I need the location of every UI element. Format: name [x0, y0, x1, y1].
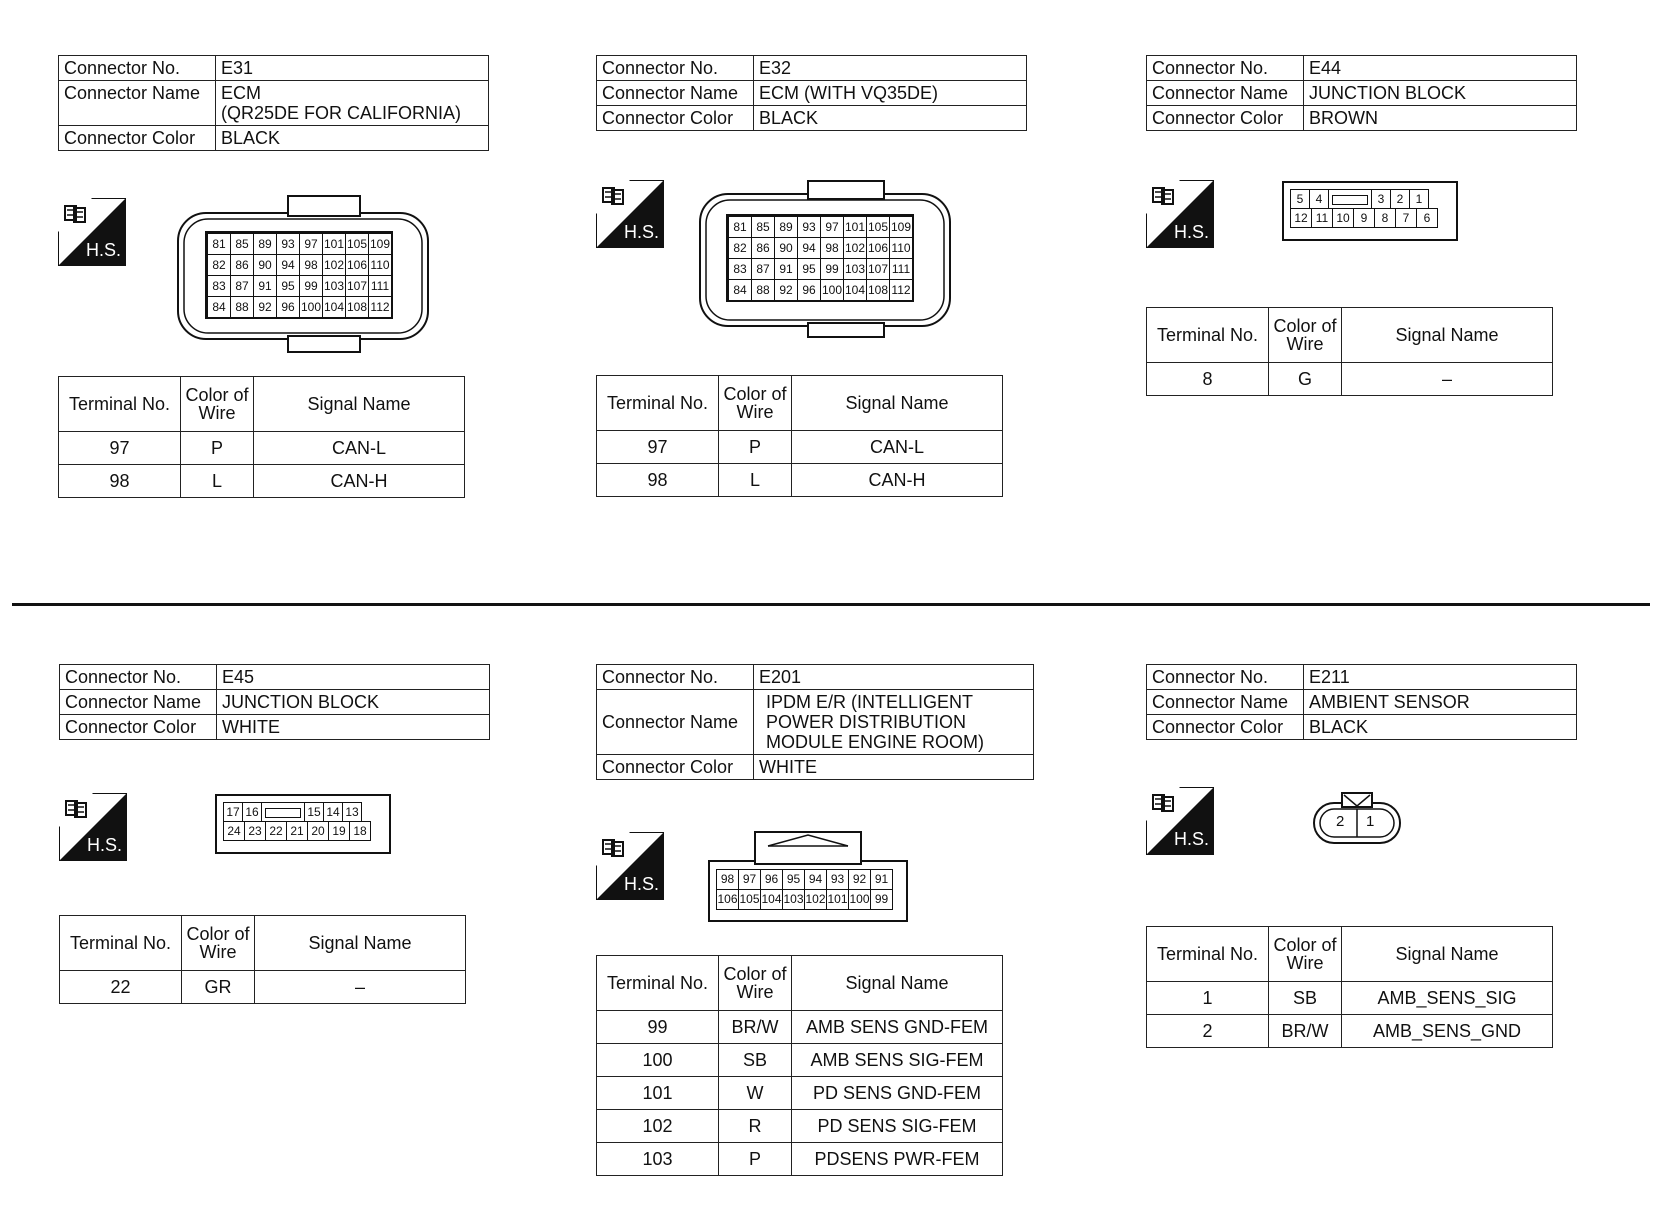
connector-no-label: Connector No.	[597, 665, 754, 690]
connector-name-line-2: POWER DISTRIBUTION	[766, 712, 967, 732]
e45-connector-face	[215, 794, 391, 854]
pin-cell: 99	[299, 275, 323, 297]
pin-cell: 100	[848, 889, 871, 910]
color-of-wire-header	[719, 376, 792, 431]
table-row	[597, 1110, 1003, 1143]
signal-name: AMB SENS SIG-FEM	[792, 1044, 1003, 1077]
terminal-no: 97	[59, 432, 181, 465]
terminal-no-header: Terminal No.	[597, 956, 719, 1011]
table-row	[59, 465, 465, 498]
e32-connector-face	[697, 178, 953, 338]
connector-e45	[59, 664, 490, 740]
pin-cell: 81	[728, 216, 752, 238]
e32-terminal-table	[596, 375, 1003, 497]
pin-cell: 106	[345, 254, 369, 276]
pin-cell: 84	[207, 296, 231, 318]
table-row	[59, 432, 465, 465]
connector-no-value: E44	[1304, 56, 1577, 81]
e45-info-table	[59, 664, 490, 740]
terminal-no-header: Terminal No.	[597, 376, 719, 431]
terminal-no: 98	[59, 465, 181, 498]
e45-terminal-table-wrap	[59, 915, 466, 1004]
harness-side-badge-e201	[596, 832, 664, 900]
connector-color-value: BLACK	[1304, 715, 1577, 740]
table-row	[597, 431, 1003, 464]
color-of-wire-line-2: Wire	[198, 403, 236, 423]
pin-row	[728, 216, 912, 237]
pin-row	[207, 275, 391, 296]
color-of-wire-line-2: Wire	[1286, 953, 1324, 973]
pin-row	[1290, 208, 1437, 227]
pin-row	[223, 821, 370, 840]
hs-label: H.S.	[624, 874, 660, 894]
signal-name: PD SENS SIG-FEM	[792, 1110, 1003, 1143]
pin-cell: 105	[866, 216, 890, 238]
signal-name-header: Signal Name	[1342, 927, 1553, 982]
pin-cell: 16	[242, 802, 262, 822]
e201-terminal-table-wrap	[596, 955, 1003, 1176]
lock-slot-icon	[265, 808, 301, 818]
terminal-no: 22	[60, 971, 182, 1004]
pin-cell: 21	[286, 821, 308, 841]
color-of-wire-line-2: Wire	[199, 942, 237, 962]
terminal-no: 97	[597, 431, 719, 464]
pin-cell: 93	[826, 869, 849, 890]
pin-cell: 100	[820, 279, 844, 301]
wire-color: P	[719, 1143, 792, 1176]
signal-name: PDSENS PWR-FEM	[792, 1143, 1003, 1176]
pin-cell: 103	[322, 275, 346, 297]
table-row	[1147, 982, 1553, 1015]
connector-no-value: E211	[1304, 665, 1577, 690]
pin-cell: 95	[782, 869, 805, 890]
table-row	[597, 1011, 1003, 1044]
connector-e211	[1146, 664, 1577, 740]
color-of-wire-header	[181, 377, 254, 432]
pin-1: 1	[1366, 813, 1375, 830]
pin-cell: 97	[738, 869, 761, 890]
color-of-wire-line-2: Wire	[1286, 334, 1324, 354]
connector-color-value: BLACK	[754, 106, 1027, 131]
color-of-wire-header	[1269, 308, 1342, 363]
connector-name-value	[216, 81, 489, 126]
connector-name-line-1: ECM	[221, 83, 261, 103]
pin-cell: 94	[797, 237, 821, 259]
pin-cell: 101	[843, 216, 867, 238]
color-of-wire-line-1: Color of	[1273, 935, 1337, 955]
pin-cell: 101	[826, 889, 849, 910]
table-row	[60, 971, 466, 1004]
wire-color: BR/W	[719, 1011, 792, 1044]
connector-color-value: WHITE	[754, 755, 1034, 780]
hs-label: H.S.	[624, 222, 660, 242]
wire-color: SB	[1269, 982, 1342, 1015]
pin-row	[728, 279, 912, 300]
signal-name: CAN-H	[792, 464, 1003, 497]
pin-cell: 98	[299, 254, 323, 276]
e32-pin-grid	[726, 214, 914, 302]
table-row	[597, 1077, 1003, 1110]
connector-e201	[596, 664, 1034, 780]
e201-terminal-table	[596, 955, 1003, 1176]
pin-row	[728, 258, 912, 279]
signal-name: AMB SENS GND-FEM	[792, 1011, 1003, 1044]
harness-side-badge-e31	[58, 198, 126, 266]
e211-connector-outline	[1312, 790, 1402, 848]
hs-label: H.S.	[86, 240, 122, 260]
pin-cell: 91	[774, 258, 798, 280]
e32-terminal-table-wrap	[596, 375, 1003, 497]
pin-cell: 104	[760, 889, 783, 910]
signal-name-header: Signal Name	[792, 956, 1003, 1011]
pin-row	[1290, 189, 1437, 208]
connector-name-value: AMBIENT SENSOR	[1304, 690, 1577, 715]
pin-cell: 108	[345, 296, 369, 318]
pin-cell: 86	[230, 254, 254, 276]
connector-name-label: Connector Name	[1147, 81, 1304, 106]
wire-color: L	[181, 465, 254, 498]
harness-side-badge-e45	[59, 793, 127, 861]
pin-row	[223, 802, 370, 821]
pin-cell: 94	[804, 869, 827, 890]
pin-cell: 100	[299, 296, 323, 318]
terminal-no: 100	[597, 1044, 719, 1077]
pin-cell: 8	[1374, 208, 1396, 228]
pin-cell: 105	[345, 233, 369, 255]
table-row	[1147, 1015, 1553, 1048]
e45-pin-grid	[223, 802, 370, 840]
pin-cell: 11	[1311, 208, 1333, 228]
pin-cell: 86	[751, 237, 775, 259]
terminal-no: 99	[597, 1011, 719, 1044]
connector-name-label: Connector Name	[597, 690, 754, 755]
pin-cell: 6	[1416, 208, 1438, 228]
pin-cell: 102	[804, 889, 827, 910]
pin-cell: 17	[223, 802, 243, 822]
color-of-wire-line-1: Color of	[723, 384, 787, 404]
pin-cell: 92	[774, 279, 798, 301]
e211-terminal-table-wrap	[1146, 926, 1553, 1048]
e44-terminal-table	[1146, 307, 1553, 396]
e44-info-table	[1146, 55, 1577, 131]
wire-color: G	[1269, 363, 1342, 396]
pin-cell: 88	[230, 296, 254, 318]
signal-name: CAN-L	[254, 432, 465, 465]
signal-name-header: Signal Name	[792, 376, 1003, 431]
connector-e44	[1146, 55, 1577, 131]
pin-cell: 96	[760, 869, 783, 890]
pin-cell: 83	[728, 258, 752, 280]
pin-cell: 2	[1390, 189, 1410, 209]
hs-label: H.S.	[1174, 222, 1210, 242]
pin-cell: 81	[207, 233, 231, 255]
connector-no-label: Connector No.	[1147, 56, 1304, 81]
color-of-wire-line-1: Color of	[723, 964, 787, 984]
pin-cell: 23	[244, 821, 266, 841]
e31-info-table	[58, 55, 489, 151]
e201-info-table	[596, 664, 1034, 780]
pin-cell: 12	[1290, 208, 1312, 228]
terminal-no: 2	[1147, 1015, 1269, 1048]
pin-cell: 82	[207, 254, 231, 276]
color-of-wire-header	[182, 916, 255, 971]
e201-connector-face	[708, 830, 908, 922]
pin-cell: 107	[866, 258, 890, 280]
pin-cell: 110	[368, 254, 392, 276]
pin-cell: 88	[751, 279, 775, 301]
e44-terminal-table-wrap	[1146, 307, 1553, 396]
pin-cell: 13	[342, 802, 362, 822]
connector-no-label: Connector No.	[1147, 665, 1304, 690]
e211-terminal-table	[1146, 926, 1553, 1048]
pin-cell: 84	[728, 279, 752, 301]
pin-cell: 107	[345, 275, 369, 297]
e45-terminal-table	[59, 915, 466, 1004]
pin-cell: 97	[299, 233, 323, 255]
connector-no-label: Connector No.	[597, 56, 754, 81]
pin-cell: 95	[276, 275, 300, 297]
pin-cell: 106	[716, 889, 739, 910]
connector-color-label: Connector Color	[1147, 715, 1304, 740]
terminal-no-header: Terminal No.	[1147, 308, 1269, 363]
harness-side-badge-e44	[1146, 180, 1214, 248]
wire-color: P	[181, 432, 254, 465]
pin-cell: 91	[870, 869, 893, 890]
connector-name-value: JUNCTION BLOCK	[217, 690, 490, 715]
pin-row	[207, 233, 391, 254]
connector-name-line-2: (QR25DE FOR CALIFORNIA)	[221, 103, 462, 123]
pin-cell: 85	[751, 216, 775, 238]
pin-cell: 9	[1353, 208, 1375, 228]
pin-row	[716, 869, 892, 889]
pin-cell: 104	[843, 279, 867, 301]
pin-cell: 112	[368, 296, 392, 318]
wire-color: GR	[182, 971, 255, 1004]
signal-name: PD SENS GND-FEM	[792, 1077, 1003, 1110]
connector-no-value: E201	[754, 665, 1034, 690]
pin-cell: 87	[751, 258, 775, 280]
pin-cell: 102	[843, 237, 867, 259]
signal-name: CAN-L	[792, 431, 1003, 464]
e31-terminal-table-wrap	[58, 376, 465, 498]
pin-cell: 112	[889, 279, 913, 301]
connector-no-label: Connector No.	[59, 56, 216, 81]
pin-row	[207, 254, 391, 275]
pin-cell: 85	[230, 233, 254, 255]
pin-cell: 110	[889, 237, 913, 259]
pin-cell: 4	[1309, 189, 1329, 209]
terminal-no: 1	[1147, 982, 1269, 1015]
pin-cell: 101	[322, 233, 346, 255]
pin-row	[728, 237, 912, 258]
color-of-wire-line-1: Color of	[186, 924, 250, 944]
table-row	[597, 464, 1003, 497]
signal-name-header: Signal Name	[255, 916, 466, 971]
e31-pin-grid	[205, 231, 393, 319]
pin-cell: 103	[782, 889, 805, 910]
pin-cell: 10	[1332, 208, 1354, 228]
pin-cell	[1328, 189, 1372, 209]
wire-color: P	[719, 431, 792, 464]
pin-cell: 104	[322, 296, 346, 318]
wire-color: BR/W	[1269, 1015, 1342, 1048]
pin-cell: 92	[848, 869, 871, 890]
connector-no-value: E32	[754, 56, 1027, 81]
pin-cell: 89	[774, 216, 798, 238]
color-of-wire-header	[1269, 927, 1342, 982]
terminal-no: 98	[597, 464, 719, 497]
signal-name: CAN-H	[254, 465, 465, 498]
terminal-no-header: Terminal No.	[60, 916, 182, 971]
connector-color-label: Connector Color	[59, 126, 216, 151]
e211-connector-face	[1312, 790, 1402, 848]
pin-cell: 20	[307, 821, 329, 841]
pin-cell: 15	[304, 802, 324, 822]
connector-color-value: WHITE	[217, 715, 490, 740]
pin-cell: 108	[866, 279, 890, 301]
connector-name-label: Connector Name	[597, 81, 754, 106]
pin-cell: 83	[207, 275, 231, 297]
pin-cell: 24	[223, 821, 245, 841]
pin-cell: 97	[820, 216, 844, 238]
pin-row	[207, 296, 391, 317]
pin-cell: 19	[328, 821, 350, 841]
pin-cell: 105	[738, 889, 761, 910]
connector-name-value: JUNCTION BLOCK	[1304, 81, 1577, 106]
terminal-no-header: Terminal No.	[59, 377, 181, 432]
pin-cell: 99	[820, 258, 844, 280]
signal-name: AMB_SENS_SIG	[1342, 982, 1553, 1015]
pin-cell: 90	[774, 237, 798, 259]
pin-cell: 95	[797, 258, 821, 280]
connector-e31	[58, 55, 489, 151]
connector-name-value	[754, 690, 1034, 755]
signal-name: –	[1342, 363, 1553, 396]
connector-color-label: Connector Color	[60, 715, 217, 740]
pin-cell: 98	[716, 869, 739, 890]
pin-cell: 90	[253, 254, 277, 276]
lock-slot-icon	[1332, 195, 1368, 205]
color-of-wire-line-2: Wire	[736, 402, 774, 422]
pin-cell: 7	[1395, 208, 1417, 228]
pin-cell: 89	[253, 233, 277, 255]
signal-name-header: Signal Name	[254, 377, 465, 432]
pin-cell: 98	[820, 237, 844, 259]
connector-name-line-1: IPDM E/R (INTELLIGENT	[766, 692, 974, 712]
table-row	[1147, 363, 1553, 396]
wire-color: L	[719, 464, 792, 497]
connector-color-label: Connector Color	[597, 106, 754, 131]
e31-connector-face	[175, 193, 431, 353]
signal-name: AMB_SENS_GND	[1342, 1015, 1553, 1048]
pin-cell: 18	[349, 821, 371, 841]
e201-pin-grid	[716, 869, 892, 909]
e44-connector-face	[1282, 181, 1458, 241]
harness-side-badge-e211	[1146, 787, 1214, 855]
terminal-no: 8	[1147, 363, 1269, 396]
connector-name-label: Connector Name	[60, 690, 217, 715]
hs-label: H.S.	[1174, 829, 1210, 849]
terminal-no: 103	[597, 1143, 719, 1176]
wire-color: W	[719, 1077, 792, 1110]
e31-terminal-table	[58, 376, 465, 498]
e211-info-table	[1146, 664, 1577, 740]
pin-cell: 99	[870, 889, 893, 910]
connector-no-label: Connector No.	[60, 665, 217, 690]
pin-cell: 3	[1371, 189, 1391, 209]
pin-cell: 103	[843, 258, 867, 280]
pin-cell: 96	[797, 279, 821, 301]
connector-name-label: Connector Name	[1147, 690, 1304, 715]
pin-cell: 93	[797, 216, 821, 238]
terminal-no-header: Terminal No.	[1147, 927, 1269, 982]
pin-cell: 109	[889, 216, 913, 238]
terminal-no: 102	[597, 1110, 719, 1143]
connector-e32	[596, 55, 1027, 131]
wire-color: SB	[719, 1044, 792, 1077]
pin-cell	[261, 802, 305, 822]
pin-cell: 14	[323, 802, 343, 822]
color-of-wire-header	[719, 956, 792, 1011]
pin-row	[716, 889, 892, 909]
pin-cell: 1	[1409, 189, 1429, 209]
connector-name-value: ECM (WITH VQ35DE)	[754, 81, 1027, 106]
connector-no-value: E45	[217, 665, 490, 690]
pin-cell: 109	[368, 233, 392, 255]
pin-cell: 96	[276, 296, 300, 318]
section-divider	[12, 603, 1650, 606]
wire-color: R	[719, 1110, 792, 1143]
pin-cell: 106	[866, 237, 890, 259]
pin-cell: 91	[253, 275, 277, 297]
connector-name-label: Connector Name	[59, 81, 216, 126]
pin-cell: 82	[728, 237, 752, 259]
color-of-wire-line-2: Wire	[736, 982, 774, 1002]
connector-color-value: BLACK	[216, 126, 489, 151]
connector-color-label: Connector Color	[597, 755, 754, 780]
connector-color-label: Connector Color	[1147, 106, 1304, 131]
table-row	[597, 1044, 1003, 1077]
connector-no-value: E31	[216, 56, 489, 81]
pin-cell: 111	[368, 275, 392, 297]
pin-cell: 93	[276, 233, 300, 255]
pin-cell: 102	[322, 254, 346, 276]
pin-cell: 87	[230, 275, 254, 297]
color-of-wire-line-1: Color of	[185, 385, 249, 405]
pin-cell: 5	[1290, 189, 1310, 209]
pin-2: 2	[1336, 813, 1345, 830]
terminal-no: 101	[597, 1077, 719, 1110]
connector-color-value: BROWN	[1304, 106, 1577, 131]
pin-cell: 92	[253, 296, 277, 318]
connector-name-line-3: MODULE ENGINE ROOM)	[766, 732, 985, 752]
color-of-wire-line-1: Color of	[1273, 316, 1337, 336]
pin-cell: 22	[265, 821, 287, 841]
e32-info-table	[596, 55, 1027, 131]
signal-name: –	[255, 971, 466, 1004]
e44-pin-grid	[1290, 189, 1437, 227]
pin-cell: 111	[889, 258, 913, 280]
hs-label: H.S.	[87, 835, 123, 855]
table-row	[597, 1143, 1003, 1176]
harness-side-badge-e32	[596, 180, 664, 248]
pin-cell: 94	[276, 254, 300, 276]
signal-name-header: Signal Name	[1342, 308, 1553, 363]
